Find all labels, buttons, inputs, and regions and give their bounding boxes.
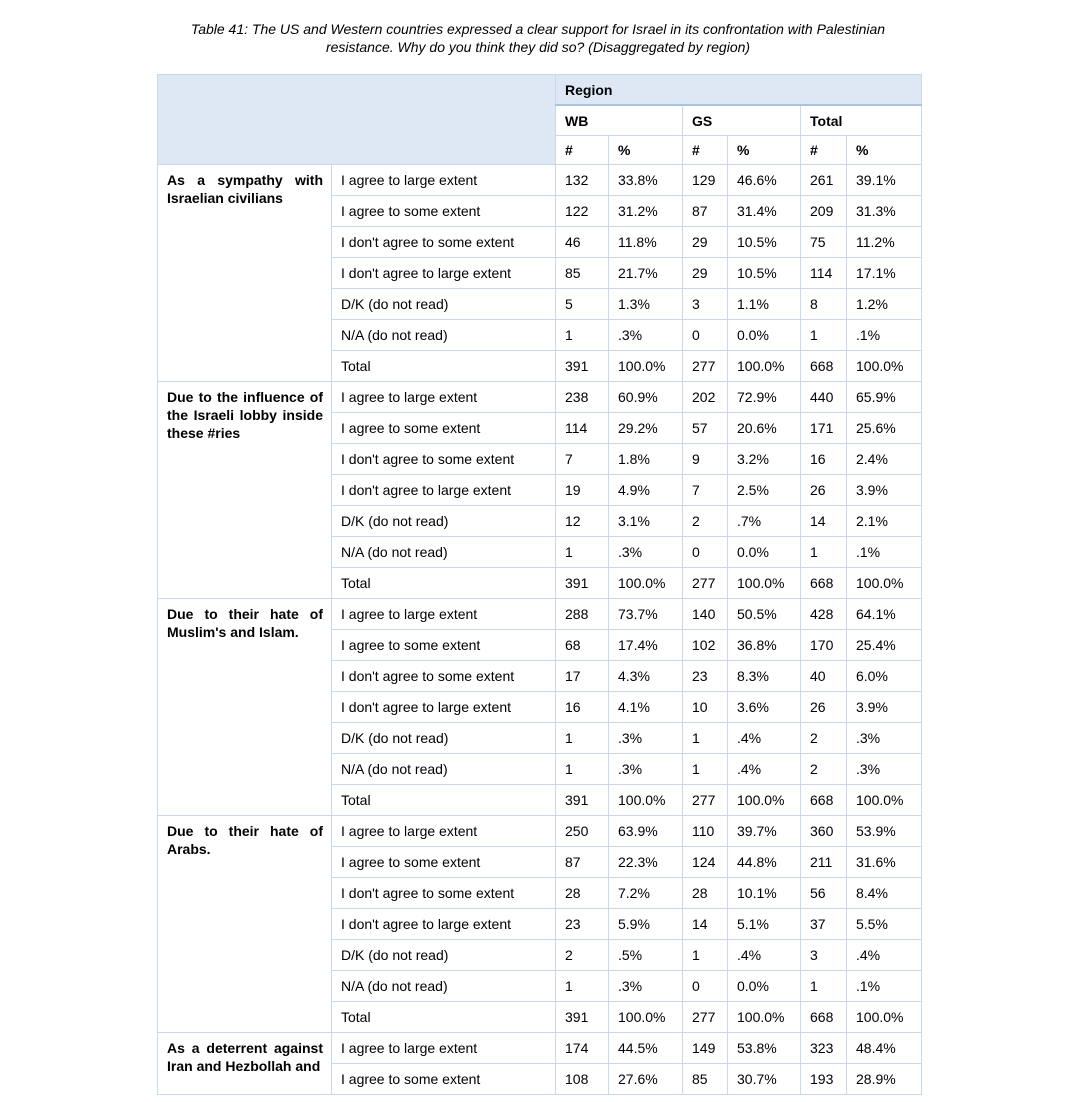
value-cell: 6.0% [847, 661, 922, 692]
value-cell: 5.9% [609, 909, 683, 940]
value-cell: 2.5% [728, 475, 801, 506]
value-cell: 31.2% [609, 196, 683, 227]
value-cell: 102 [683, 630, 728, 661]
response-label: I agree to large extent [332, 599, 556, 630]
value-cell: 1.3% [609, 289, 683, 320]
value-cell: 100.0% [609, 568, 683, 599]
response-label: I agree to large extent [332, 382, 556, 413]
value-cell: 25.4% [847, 630, 922, 661]
value-cell: 8.3% [728, 661, 801, 692]
subcol-header: # [556, 136, 609, 165]
question-label: Due to their hate of Arabs. [158, 816, 332, 1033]
value-cell: 29.2% [609, 413, 683, 444]
value-cell: 114 [801, 258, 847, 289]
value-cell: 46 [556, 227, 609, 258]
value-cell: 3.9% [847, 475, 922, 506]
value-cell: .4% [728, 940, 801, 971]
value-cell: 100.0% [609, 351, 683, 382]
value-cell: 3.2% [728, 444, 801, 475]
value-cell: 19 [556, 475, 609, 506]
value-cell: 4.3% [609, 661, 683, 692]
value-cell: 100.0% [728, 351, 801, 382]
value-cell: 28 [683, 878, 728, 909]
value-cell: 4.9% [609, 475, 683, 506]
value-cell: 110 [683, 816, 728, 847]
response-label: I don't agree to some extent [332, 444, 556, 475]
value-cell: 1.2% [847, 289, 922, 320]
response-label: I agree to large extent [332, 1033, 556, 1064]
response-label: N/A (do not read) [332, 971, 556, 1002]
response-label: D/K (do not read) [332, 940, 556, 971]
value-cell: 87 [683, 196, 728, 227]
value-cell: 23 [683, 661, 728, 692]
value-cell: 2 [556, 940, 609, 971]
value-cell: .4% [847, 940, 922, 971]
response-label: Total [332, 785, 556, 816]
value-cell: 391 [556, 351, 609, 382]
table-body [158, 75, 922, 1095]
value-cell: 1 [556, 537, 609, 568]
value-cell: 440 [801, 382, 847, 413]
table-caption [0, 20, 1076, 56]
value-cell: 27.6% [609, 1064, 683, 1095]
subcol-header: % [847, 136, 922, 165]
value-cell: 1 [683, 940, 728, 971]
value-cell: .1% [847, 320, 922, 351]
value-cell: 1 [556, 754, 609, 785]
value-cell: 64.1% [847, 599, 922, 630]
value-cell: 1 [556, 723, 609, 754]
value-cell: 12 [556, 506, 609, 537]
value-cell: 668 [801, 785, 847, 816]
response-label: Total [332, 568, 556, 599]
value-cell: 17 [556, 661, 609, 692]
value-cell: 46.6% [728, 165, 801, 196]
value-cell: 1 [801, 320, 847, 351]
response-label: Total [332, 351, 556, 382]
results-table [157, 74, 922, 1095]
value-cell: 65.9% [847, 382, 922, 413]
value-cell: 277 [683, 1002, 728, 1033]
value-cell: 16 [801, 444, 847, 475]
value-cell: 20.6% [728, 413, 801, 444]
response-label: I agree to large extent [332, 816, 556, 847]
value-cell: 2.1% [847, 506, 922, 537]
value-cell: 209 [801, 196, 847, 227]
value-cell: .3% [609, 537, 683, 568]
value-cell: 72.9% [728, 382, 801, 413]
value-cell: 17.1% [847, 258, 922, 289]
value-cell: 2 [801, 723, 847, 754]
group-header-wb: WB [556, 105, 683, 136]
value-cell: 50.5% [728, 599, 801, 630]
value-cell: 29 [683, 227, 728, 258]
value-cell: 9 [683, 444, 728, 475]
value-cell: 0.0% [728, 537, 801, 568]
value-cell: 3 [801, 940, 847, 971]
value-cell: 22.3% [609, 847, 683, 878]
response-label: N/A (do not read) [332, 754, 556, 785]
value-cell: 26 [801, 475, 847, 506]
caption-line-2: resistance. Why do you think they did so? (Disaggregated by region) [325, 39, 751, 55]
value-cell: 75 [801, 227, 847, 258]
value-cell: 2 [801, 754, 847, 785]
value-cell: 2.4% [847, 444, 922, 475]
value-cell: 31.4% [728, 196, 801, 227]
value-cell: 0.0% [728, 320, 801, 351]
region-header: Region [556, 75, 922, 106]
value-cell: 124 [683, 847, 728, 878]
response-label: I don't agree to some extent [332, 227, 556, 258]
response-label: I agree to some extent [332, 413, 556, 444]
value-cell: .3% [609, 320, 683, 351]
value-cell: 60.9% [609, 382, 683, 413]
value-cell: 4.1% [609, 692, 683, 723]
value-cell: 668 [801, 1002, 847, 1033]
value-cell: 360 [801, 816, 847, 847]
value-cell: 100.0% [609, 785, 683, 816]
value-cell: 30.7% [728, 1064, 801, 1095]
value-cell: 277 [683, 351, 728, 382]
value-cell: 73.7% [609, 599, 683, 630]
value-cell: 288 [556, 599, 609, 630]
value-cell: 14 [801, 506, 847, 537]
value-cell: 100.0% [728, 1002, 801, 1033]
subcol-header: # [801, 136, 847, 165]
value-cell: 668 [801, 568, 847, 599]
value-cell: 238 [556, 382, 609, 413]
value-cell: 3.1% [609, 506, 683, 537]
response-label: I agree to large extent [332, 165, 556, 196]
value-cell: 668 [801, 351, 847, 382]
response-label: Total [332, 1002, 556, 1033]
header-row-region [158, 75, 922, 106]
value-cell: 25.6% [847, 413, 922, 444]
response-label: I don't agree to some extent [332, 661, 556, 692]
value-cell: .3% [609, 971, 683, 1002]
value-cell: 1 [801, 971, 847, 1002]
response-label: N/A (do not read) [332, 537, 556, 568]
value-cell: 5.5% [847, 909, 922, 940]
value-cell: 1 [683, 754, 728, 785]
header-corner [158, 75, 556, 165]
response-label: I agree to some extent [332, 196, 556, 227]
value-cell: 10.5% [728, 227, 801, 258]
value-cell: 170 [801, 630, 847, 661]
value-cell: 174 [556, 1033, 609, 1064]
response-label: I agree to some extent [332, 1064, 556, 1095]
value-cell: 39.1% [847, 165, 922, 196]
value-cell: 211 [801, 847, 847, 878]
value-cell: 21.7% [609, 258, 683, 289]
value-cell: 100.0% [847, 1002, 922, 1033]
value-cell: 250 [556, 816, 609, 847]
subcol-header: % [728, 136, 801, 165]
value-cell: 26 [801, 692, 847, 723]
value-cell: 391 [556, 785, 609, 816]
value-cell: 391 [556, 1002, 609, 1033]
value-cell: .3% [609, 754, 683, 785]
response-label: I don't agree to large extent [332, 258, 556, 289]
question-label: Due to their hate of Muslim's and Islam. [158, 599, 332, 816]
value-cell: 31.6% [847, 847, 922, 878]
value-cell: 100.0% [609, 1002, 683, 1033]
value-cell: 114 [556, 413, 609, 444]
value-cell: 0 [683, 537, 728, 568]
value-cell: 391 [556, 568, 609, 599]
value-cell: 33.8% [609, 165, 683, 196]
value-cell: 28.9% [847, 1064, 922, 1095]
value-cell: 10.1% [728, 878, 801, 909]
value-cell: 140 [683, 599, 728, 630]
response-label: I agree to some extent [332, 847, 556, 878]
response-label: I agree to some extent [332, 630, 556, 661]
value-cell: 1 [556, 971, 609, 1002]
value-cell: 57 [683, 413, 728, 444]
value-cell: 11.2% [847, 227, 922, 258]
value-cell: 85 [683, 1064, 728, 1095]
value-cell: 23 [556, 909, 609, 940]
group-header-gs: GS [683, 105, 801, 136]
value-cell: 8.4% [847, 878, 922, 909]
response-label: N/A (do not read) [332, 320, 556, 351]
value-cell: 40 [801, 661, 847, 692]
value-cell: 53.8% [728, 1033, 801, 1064]
question-label: Due to the influence of the Israeli lobby inside these #ries [158, 382, 332, 599]
value-cell: 277 [683, 785, 728, 816]
subcol-header: # [683, 136, 728, 165]
question-label: As a sympathy with Israelian civilians [158, 165, 332, 382]
value-cell: 1 [556, 320, 609, 351]
value-cell: .3% [847, 754, 922, 785]
value-cell: .1% [847, 537, 922, 568]
value-cell: 8 [801, 289, 847, 320]
table-row [158, 1033, 922, 1064]
value-cell: 28 [556, 878, 609, 909]
value-cell: 31.3% [847, 196, 922, 227]
value-cell: 1.1% [728, 289, 801, 320]
value-cell: 10.5% [728, 258, 801, 289]
value-cell: 108 [556, 1064, 609, 1095]
response-label: I don't agree to large extent [332, 909, 556, 940]
value-cell: 122 [556, 196, 609, 227]
value-cell: 202 [683, 382, 728, 413]
value-cell: 100.0% [728, 568, 801, 599]
value-cell: 29 [683, 258, 728, 289]
value-cell: 2 [683, 506, 728, 537]
value-cell: 10 [683, 692, 728, 723]
value-cell: 7 [683, 475, 728, 506]
value-cell: 39.7% [728, 816, 801, 847]
table-row [158, 599, 922, 630]
response-label: I don't agree to large extent [332, 475, 556, 506]
group-header-total: Total [801, 105, 922, 136]
value-cell: 5.1% [728, 909, 801, 940]
value-cell: 14 [683, 909, 728, 940]
value-cell: 3.6% [728, 692, 801, 723]
value-cell: 323 [801, 1033, 847, 1064]
value-cell: 100.0% [728, 785, 801, 816]
value-cell: 7 [556, 444, 609, 475]
value-cell: 36.8% [728, 630, 801, 661]
response-label: D/K (do not read) [332, 289, 556, 320]
value-cell: 5 [556, 289, 609, 320]
response-label: D/K (do not read) [332, 506, 556, 537]
value-cell: 3.9% [847, 692, 922, 723]
value-cell: 100.0% [847, 351, 922, 382]
value-cell: 11.8% [609, 227, 683, 258]
response-label: I don't agree to large extent [332, 692, 556, 723]
value-cell: 56 [801, 878, 847, 909]
value-cell: 277 [683, 568, 728, 599]
value-cell: 129 [683, 165, 728, 196]
response-label: I don't agree to some extent [332, 878, 556, 909]
value-cell: 100.0% [847, 785, 922, 816]
value-cell: 0 [683, 971, 728, 1002]
value-cell: 100.0% [847, 568, 922, 599]
value-cell: 85 [556, 258, 609, 289]
value-cell: 7.2% [609, 878, 683, 909]
value-cell: 193 [801, 1064, 847, 1095]
value-cell: 428 [801, 599, 847, 630]
response-label: D/K (do not read) [332, 723, 556, 754]
value-cell: 44.8% [728, 847, 801, 878]
value-cell: .4% [728, 754, 801, 785]
subcol-header: % [609, 136, 683, 165]
value-cell: 132 [556, 165, 609, 196]
value-cell: 1.8% [609, 444, 683, 475]
caption-line-1: Table 41: The US and Western countries expressed a clear support for Israel in its confrontation with Palestinian [190, 21, 886, 37]
table-row [158, 816, 922, 847]
question-label: As a deterrent against Iran and Hezbollah and [158, 1033, 332, 1095]
value-cell: .5% [609, 940, 683, 971]
value-cell: 261 [801, 165, 847, 196]
table-row [158, 165, 922, 196]
table-row [158, 382, 922, 413]
value-cell: 53.9% [847, 816, 922, 847]
value-cell: .1% [847, 971, 922, 1002]
value-cell: 171 [801, 413, 847, 444]
value-cell: 1 [801, 537, 847, 568]
value-cell: 17.4% [609, 630, 683, 661]
value-cell: 87 [556, 847, 609, 878]
value-cell: 1 [683, 723, 728, 754]
value-cell: 63.9% [609, 816, 683, 847]
value-cell: 0 [683, 320, 728, 351]
value-cell: 48.4% [847, 1033, 922, 1064]
value-cell: .3% [847, 723, 922, 754]
value-cell: 68 [556, 630, 609, 661]
value-cell: .7% [728, 506, 801, 537]
value-cell: 0.0% [728, 971, 801, 1002]
value-cell: 44.5% [609, 1033, 683, 1064]
value-cell: 16 [556, 692, 609, 723]
value-cell: 37 [801, 909, 847, 940]
value-cell: 3 [683, 289, 728, 320]
value-cell: 149 [683, 1033, 728, 1064]
value-cell: .3% [609, 723, 683, 754]
value-cell: .4% [728, 723, 801, 754]
